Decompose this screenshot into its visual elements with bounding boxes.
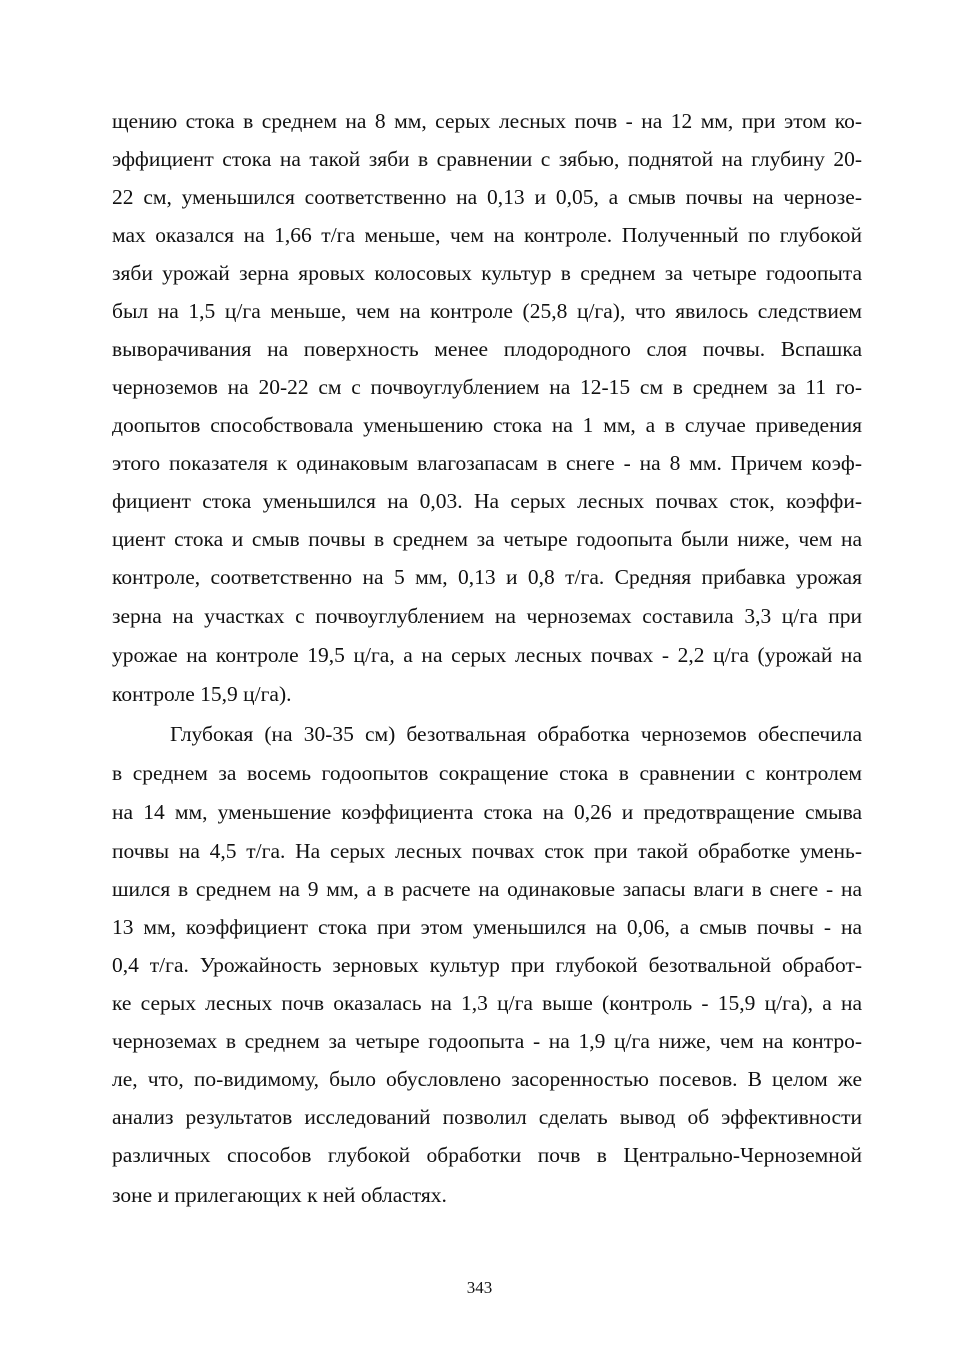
text-line: на 14 мм, уменьшение коэффициента стока на 0,26 и предотвращение смыва xyxy=(112,800,862,824)
text-line: выворачивания на поверхность менее плодородного слоя почвы. Вспашка xyxy=(112,337,862,361)
text-line: эффициент стока на такой зяби в сравнении с зябью, поднятой на глубину 20- xyxy=(112,147,862,171)
text-line: шился в среднем на 9 мм, а в расчете на одинаковые запасы влаги в снеге - на xyxy=(112,877,862,901)
text-line: контроле, соответственно на 5 мм, 0,13 и 0,8 т/га. Средняя прибавка урожая xyxy=(112,565,862,589)
text-line: урожае на контроле 19,5 ц/га, а на серых лесных почвах - 2,2 ц/га (урожай на xyxy=(112,643,862,667)
text-line: анализ результатов исследований позволил сделать вывод об эффективности xyxy=(112,1105,862,1129)
text-line: фициент стока уменьшился на 0,03. На серых лесных почвах сток, коэффи- xyxy=(112,489,862,513)
text-line: 13 мм, коэффициент стока при этом уменьшился на 0,06, а смыв почвы - на xyxy=(112,915,862,939)
text-line: циент стока и смыв почвы в среднем за четыре годоопыта были ниже, чем на xyxy=(112,527,862,551)
text-line: черноземов на 20-22 см с почвоуглублением на 12-15 см в среднем за 11 го- xyxy=(112,375,862,399)
text-line: этого показателя к одинаковым влагозапасам в снеге - на 8 мм. Причем коэф- xyxy=(112,451,862,475)
text-line: 0,4 т/га. Урожайность зерновых культур при глубокой безотвальной обработ- xyxy=(112,953,862,977)
text-line: различных способов глубокой обработки почв в Центрально-Черноземной xyxy=(112,1143,862,1167)
text-line: 22 см, уменьшился соответственно на 0,13 и 0,05, а смыв почвы на чернозе- xyxy=(112,185,862,209)
text-line: ке серых лесных почв оказалась на 1,3 ц/га выше (контроль - 15,9 ц/га), а на xyxy=(112,991,862,1015)
text-line: щению стока в среднем на 8 мм, серых лесных почв - на 12 мм, при этом ко- xyxy=(112,109,862,133)
text-line: зерна на участках с почвоуглублением на черноземах составила 3,3 ц/га при xyxy=(112,604,862,628)
text-line: контроле 15,9 ц/га). xyxy=(112,682,292,706)
text-line: зяби урожай зерна яровых колосовых культур в среднем за четыре годоопыта xyxy=(112,261,862,285)
page-number: 343 xyxy=(466,1278,493,1297)
text-line: черноземах в среднем за четыре годоопыта - на 1,9 ц/га ниже, чем на контро- xyxy=(112,1029,862,1053)
text-line: был на 1,5 ц/га меньше, чем на контроле (25,8 ц/га), что явилось следствием xyxy=(112,299,862,323)
text-line: в среднем за восемь годоопытов сокращение стока в сравнении с контролем xyxy=(112,761,862,785)
text-line: ле, что, по-видимому, было обусловлено засоренностью посевов. В целом же xyxy=(112,1067,862,1091)
text-line: Глубокая (на 30-35 см) безотвальная обработка черноземов обеспечила xyxy=(170,722,862,746)
text-line: почвы на 4,5 т/га. На серых лесных почвах сток при такой обработке умень- xyxy=(112,839,862,863)
text-line: мах оказался на 1,66 т/га меньше, чем на контроле. Полученный по глубокой xyxy=(112,223,862,247)
text-line: зоне и прилегающих к ней областях. xyxy=(112,1183,447,1207)
text-line: доопытов способствовала уменьшению стока на 1 мм, а в случае приведения xyxy=(112,413,862,437)
